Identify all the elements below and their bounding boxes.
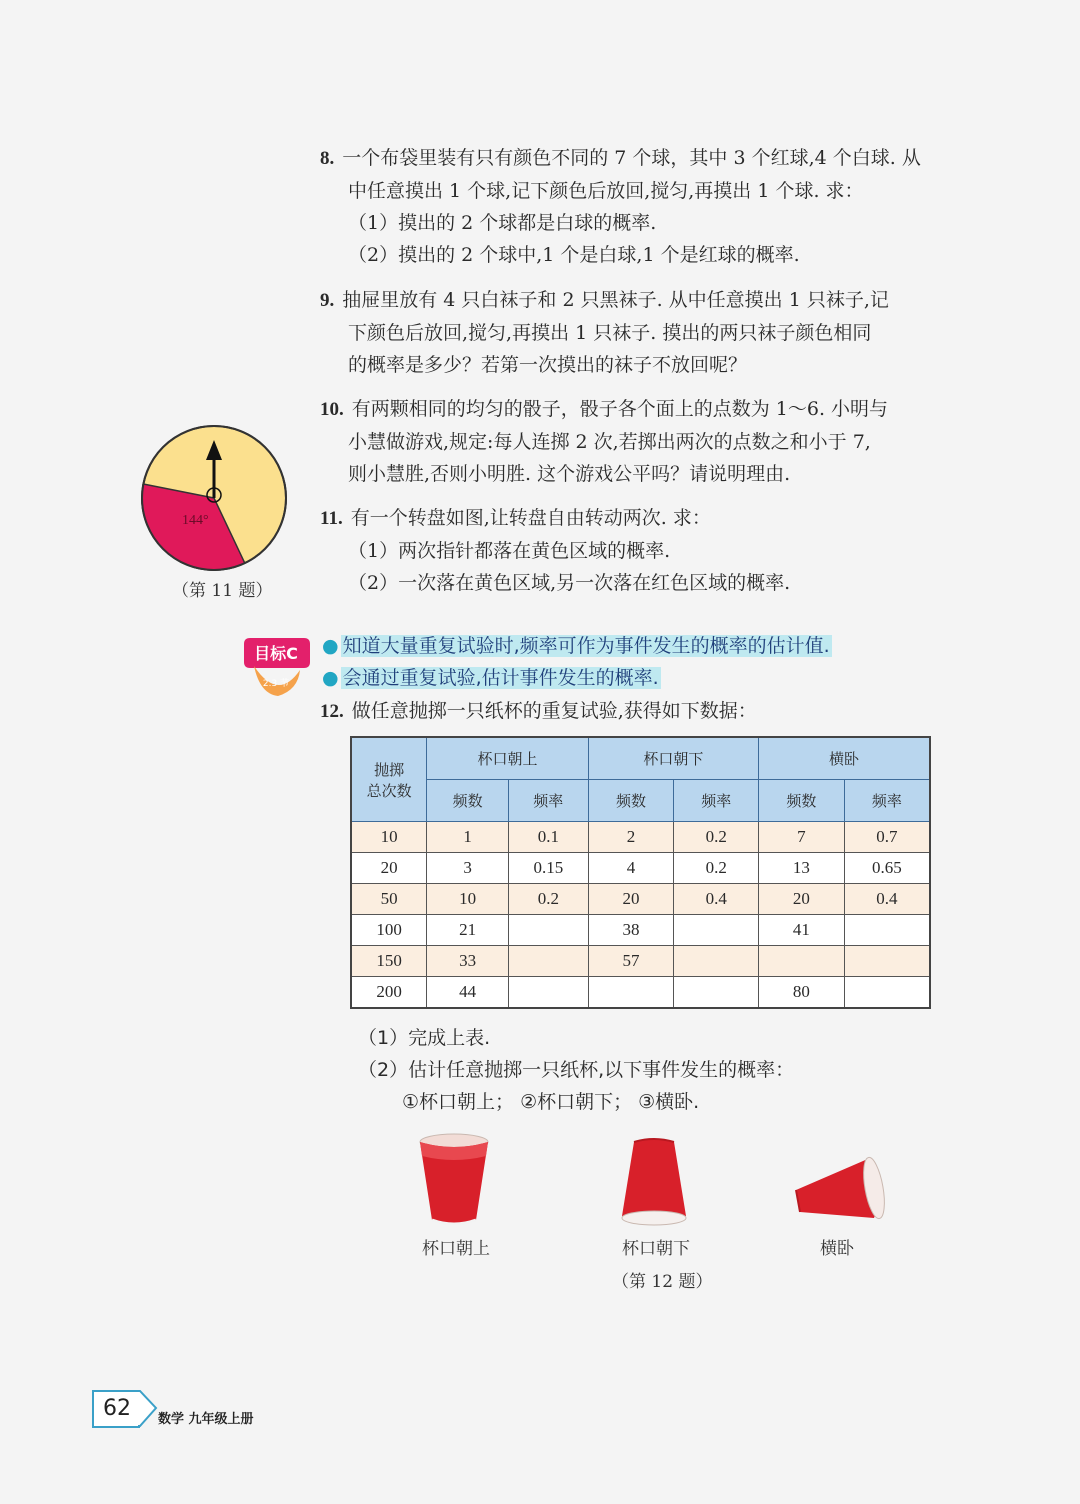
table-subheader: 频数: [759, 780, 845, 822]
sub-question: （1）两次指针都落在黄色区域的概率.: [348, 540, 671, 562]
spinner-figure: [136, 420, 292, 576]
table-cell: 80: [759, 977, 845, 1009]
book-title: 数学 九年级上册: [158, 1412, 254, 1427]
question-text: 下颜色后放回,搅匀,再摸出 1 只袜子. 摸出的两只袜子颜色相同: [348, 322, 872, 344]
table-subheader: 频数: [427, 780, 509, 822]
page-number: 62: [92, 1390, 140, 1428]
table-cell: [844, 915, 930, 946]
table-cell: 1: [427, 822, 509, 853]
table-cell: 0.7: [844, 822, 930, 853]
question-text: 小慧做游戏,规定:每人连掷 2 次,若掷出两次的点数之和小于 7,: [348, 431, 871, 453]
question-text: 则小慧胜,否则小明胜. 这个游戏公平吗？请说明理由.: [348, 463, 791, 485]
question-text: 的概率是多少？若第一次摸出的袜子不放回呢？: [348, 354, 748, 376]
goal-badge-title: 目标C: [254, 644, 298, 663]
table-cell: 41: [759, 915, 845, 946]
table-cell: 150: [351, 946, 427, 977]
table-cell: 20: [588, 884, 674, 915]
question-text: 中任意摸出 1 个球,记下颜色后放回,搅匀,再摸出 1 个球. 求：: [348, 180, 864, 202]
goal-item: ● 会通过重复试验,估计事件发生的概率.: [322, 667, 659, 689]
table-subheader: 频率: [844, 780, 930, 822]
table-cell: 50: [351, 884, 427, 915]
table-cell: 0.15: [508, 853, 588, 884]
table-cell: 0.1: [508, 822, 588, 853]
table-row: [351, 915, 930, 946]
data-table: [350, 736, 931, 1009]
table-row: [351, 977, 930, 1009]
table-cell: 0.2: [508, 884, 588, 915]
table-cell: 7: [759, 822, 845, 853]
question-9: [320, 284, 960, 381]
angle-label: 144°: [182, 513, 209, 528]
page-tab-icon: [138, 1390, 158, 1428]
table-subheader: 频数: [588, 780, 674, 822]
question-number: 11.: [320, 508, 343, 529]
table-cell: 2: [588, 822, 674, 853]
table-corner-header: 抛掷 总次数: [351, 737, 427, 822]
table-cell: 21: [427, 915, 509, 946]
sub-question: （1）摸出的 2 个球都是白球的概率.: [348, 212, 657, 234]
question-10: [320, 393, 960, 490]
question-12: [320, 695, 960, 728]
table-row: [351, 822, 930, 853]
table-cell: 0.65: [844, 853, 930, 884]
table-group-header: 杯口朝下: [588, 737, 758, 780]
table-cell: 20: [351, 853, 427, 884]
question-number: 12.: [320, 701, 344, 722]
table-cell: 33: [427, 946, 509, 977]
table-cell: 200: [351, 977, 427, 1009]
sub-question: （2）一次落在黄色区域,另一次落在红色区域的概率.: [348, 572, 791, 594]
sub-question: （2）摸出的 2 个球中,1 个是白球,1 个是红球的概率.: [348, 244, 800, 266]
table-cell: 0.2: [674, 822, 759, 853]
question-8: [320, 142, 960, 271]
cup-upside-down-image: [616, 1136, 692, 1232]
cup-label: 横卧: [820, 1239, 854, 1259]
question-11: [320, 502, 960, 599]
goal-badge: [238, 636, 314, 698]
table-group-header: 横卧: [759, 737, 930, 780]
table-cell: 13: [759, 853, 845, 884]
table-cell: 3: [427, 853, 509, 884]
table-cell: 10: [427, 884, 509, 915]
table-cell: [588, 977, 674, 1009]
table-row: [351, 884, 930, 915]
sub-question: （2）估计任意抛掷一只纸杯,以下事件发生的概率：: [358, 1059, 795, 1081]
table-cell: [844, 946, 930, 977]
table-cell: 0.4: [844, 884, 930, 915]
table-row: [351, 946, 930, 977]
goal-badge-section: 2.3 节: [262, 679, 290, 689]
table-cell: 0.4: [674, 884, 759, 915]
table-cell: 100: [351, 915, 427, 946]
goal-list: [322, 630, 832, 694]
table-cell: 10: [351, 822, 427, 853]
table-cell: [508, 946, 588, 977]
table-cell: [844, 977, 930, 1009]
table-cell: 20: [759, 884, 845, 915]
table-cell: [674, 946, 759, 977]
table-cell: 38: [588, 915, 674, 946]
question-text: 一个布袋里装有只有颜色不同的 7 个球，其中 3 个红球,4 个白球. 从: [342, 147, 921, 169]
cup-label: 杯口朝上: [422, 1239, 490, 1259]
goal-item: ● 知道大量重复试验时,频率可作为事件发生的概率的估计值.: [322, 635, 830, 657]
table-group-header: 杯口朝上: [427, 737, 588, 780]
table-cell: [674, 977, 759, 1009]
table-cell: [759, 946, 845, 977]
cup-label: 杯口朝下: [622, 1239, 690, 1259]
table-subheader: 频率: [674, 780, 759, 822]
sub-question: （1）完成上表.: [358, 1027, 491, 1049]
figure-caption: （第 12 题）: [612, 1272, 713, 1292]
question-text: 做任意抛掷一只纸杯的重复试验,获得如下数据：: [351, 700, 757, 722]
table-cell: [508, 915, 588, 946]
question-text: 有一个转盘如图,让转盘自由转动两次. 求：: [350, 507, 711, 529]
table-subheader: 频率: [508, 780, 588, 822]
table-cell: 44: [427, 977, 509, 1009]
question-text: 抽屉里放有 4 只白袜子和 2 只黑袜子. 从中任意摸出 1 只袜子,记: [342, 289, 889, 311]
table-cell: 4: [588, 853, 674, 884]
sub-question-options: ①杯口朝上； ②杯口朝下； ③横卧.: [402, 1091, 700, 1113]
table-cell: 0.2: [674, 853, 759, 884]
question-number: 10.: [320, 399, 344, 420]
question-number: 9.: [320, 290, 335, 311]
table-cell: [508, 977, 588, 1009]
table-row: [351, 853, 930, 884]
cup-upright-image: [412, 1132, 496, 1232]
table-cell: [674, 915, 759, 946]
figure-caption: （第 11 题）: [172, 581, 273, 601]
question-number: 8.: [320, 148, 335, 169]
table-cell: 57: [588, 946, 674, 977]
question-text: 有两颗相同的均匀的骰子，骰子各个面上的点数为 1～6. 小明与: [351, 398, 889, 420]
cup-lying-image: [790, 1150, 890, 1230]
